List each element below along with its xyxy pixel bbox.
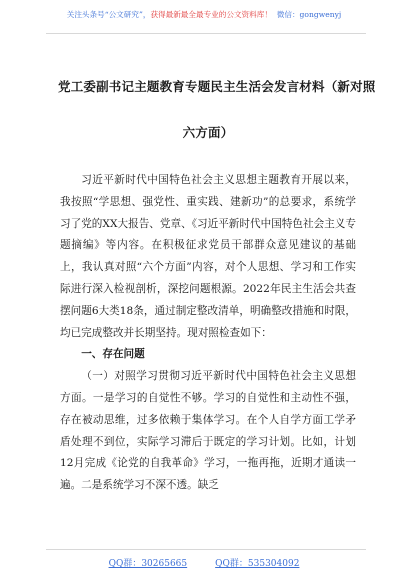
document-title-line-1: 党工委副书记主题教育专题民主生活会发言材料（新对照 [58, 79, 376, 94]
promo-header [0, 10, 408, 20]
section-heading: 一、存在问题 [81, 348, 145, 361]
promo-wechat-text: 微信：gongwenyj [276, 10, 342, 19]
qq-group-link-1[interactable]: QQ群：30265665 [108, 559, 188, 569]
promo-follow-text: 关注头条号“公文研究”， [66, 10, 151, 19]
header-divider [46, 33, 366, 34]
intro-paragraph: 习近平新时代中国特色社会主义思想主题教育开展以来，我按照“学思想、强党性、重实践、建新功”的总要求，系统学习了党的XX大报告、党章、《习近平新时代中国特色社会主义专题摘编》等内容。在积极征求党员干部群众意见建议的基础上，我认真对照“六个方面”内容，对个人思想、学习和工作实际进行深入检视剖析，深挖问题根源。2022年民主生活会共查摆问题6大类18条，通过制定整改清单，明确整改措施和时限，均已完成整改并长期坚持。现对照检查如下： [60, 174, 356, 339]
page-footer [0, 556, 408, 569]
issue-paragraph: （一）对照学习贯彻习近平新时代中国特色社会主义思想方面。一是学习的自觉性不够。学习的自觉性和主动性不强，存在被动思维，过多依赖于集体学习。在个人自学方面工学矛盾处理不到位，实际学习滞后于既定的学习计划。比如，计划12月完成《论党的自我革命》学习，一拖再拖，近期才通读一遍。二是系统学习不深不透。缺乏 [60, 370, 356, 492]
qq-group-link-2[interactable]: QQ群：535304092 [215, 559, 300, 569]
promo-library-text: 获得最新最全最专业的公文资料库！ [150, 10, 272, 19]
footer-divider [46, 549, 366, 550]
document-body [60, 170, 356, 497]
document-title-line-2: 六方面） [182, 125, 234, 140]
